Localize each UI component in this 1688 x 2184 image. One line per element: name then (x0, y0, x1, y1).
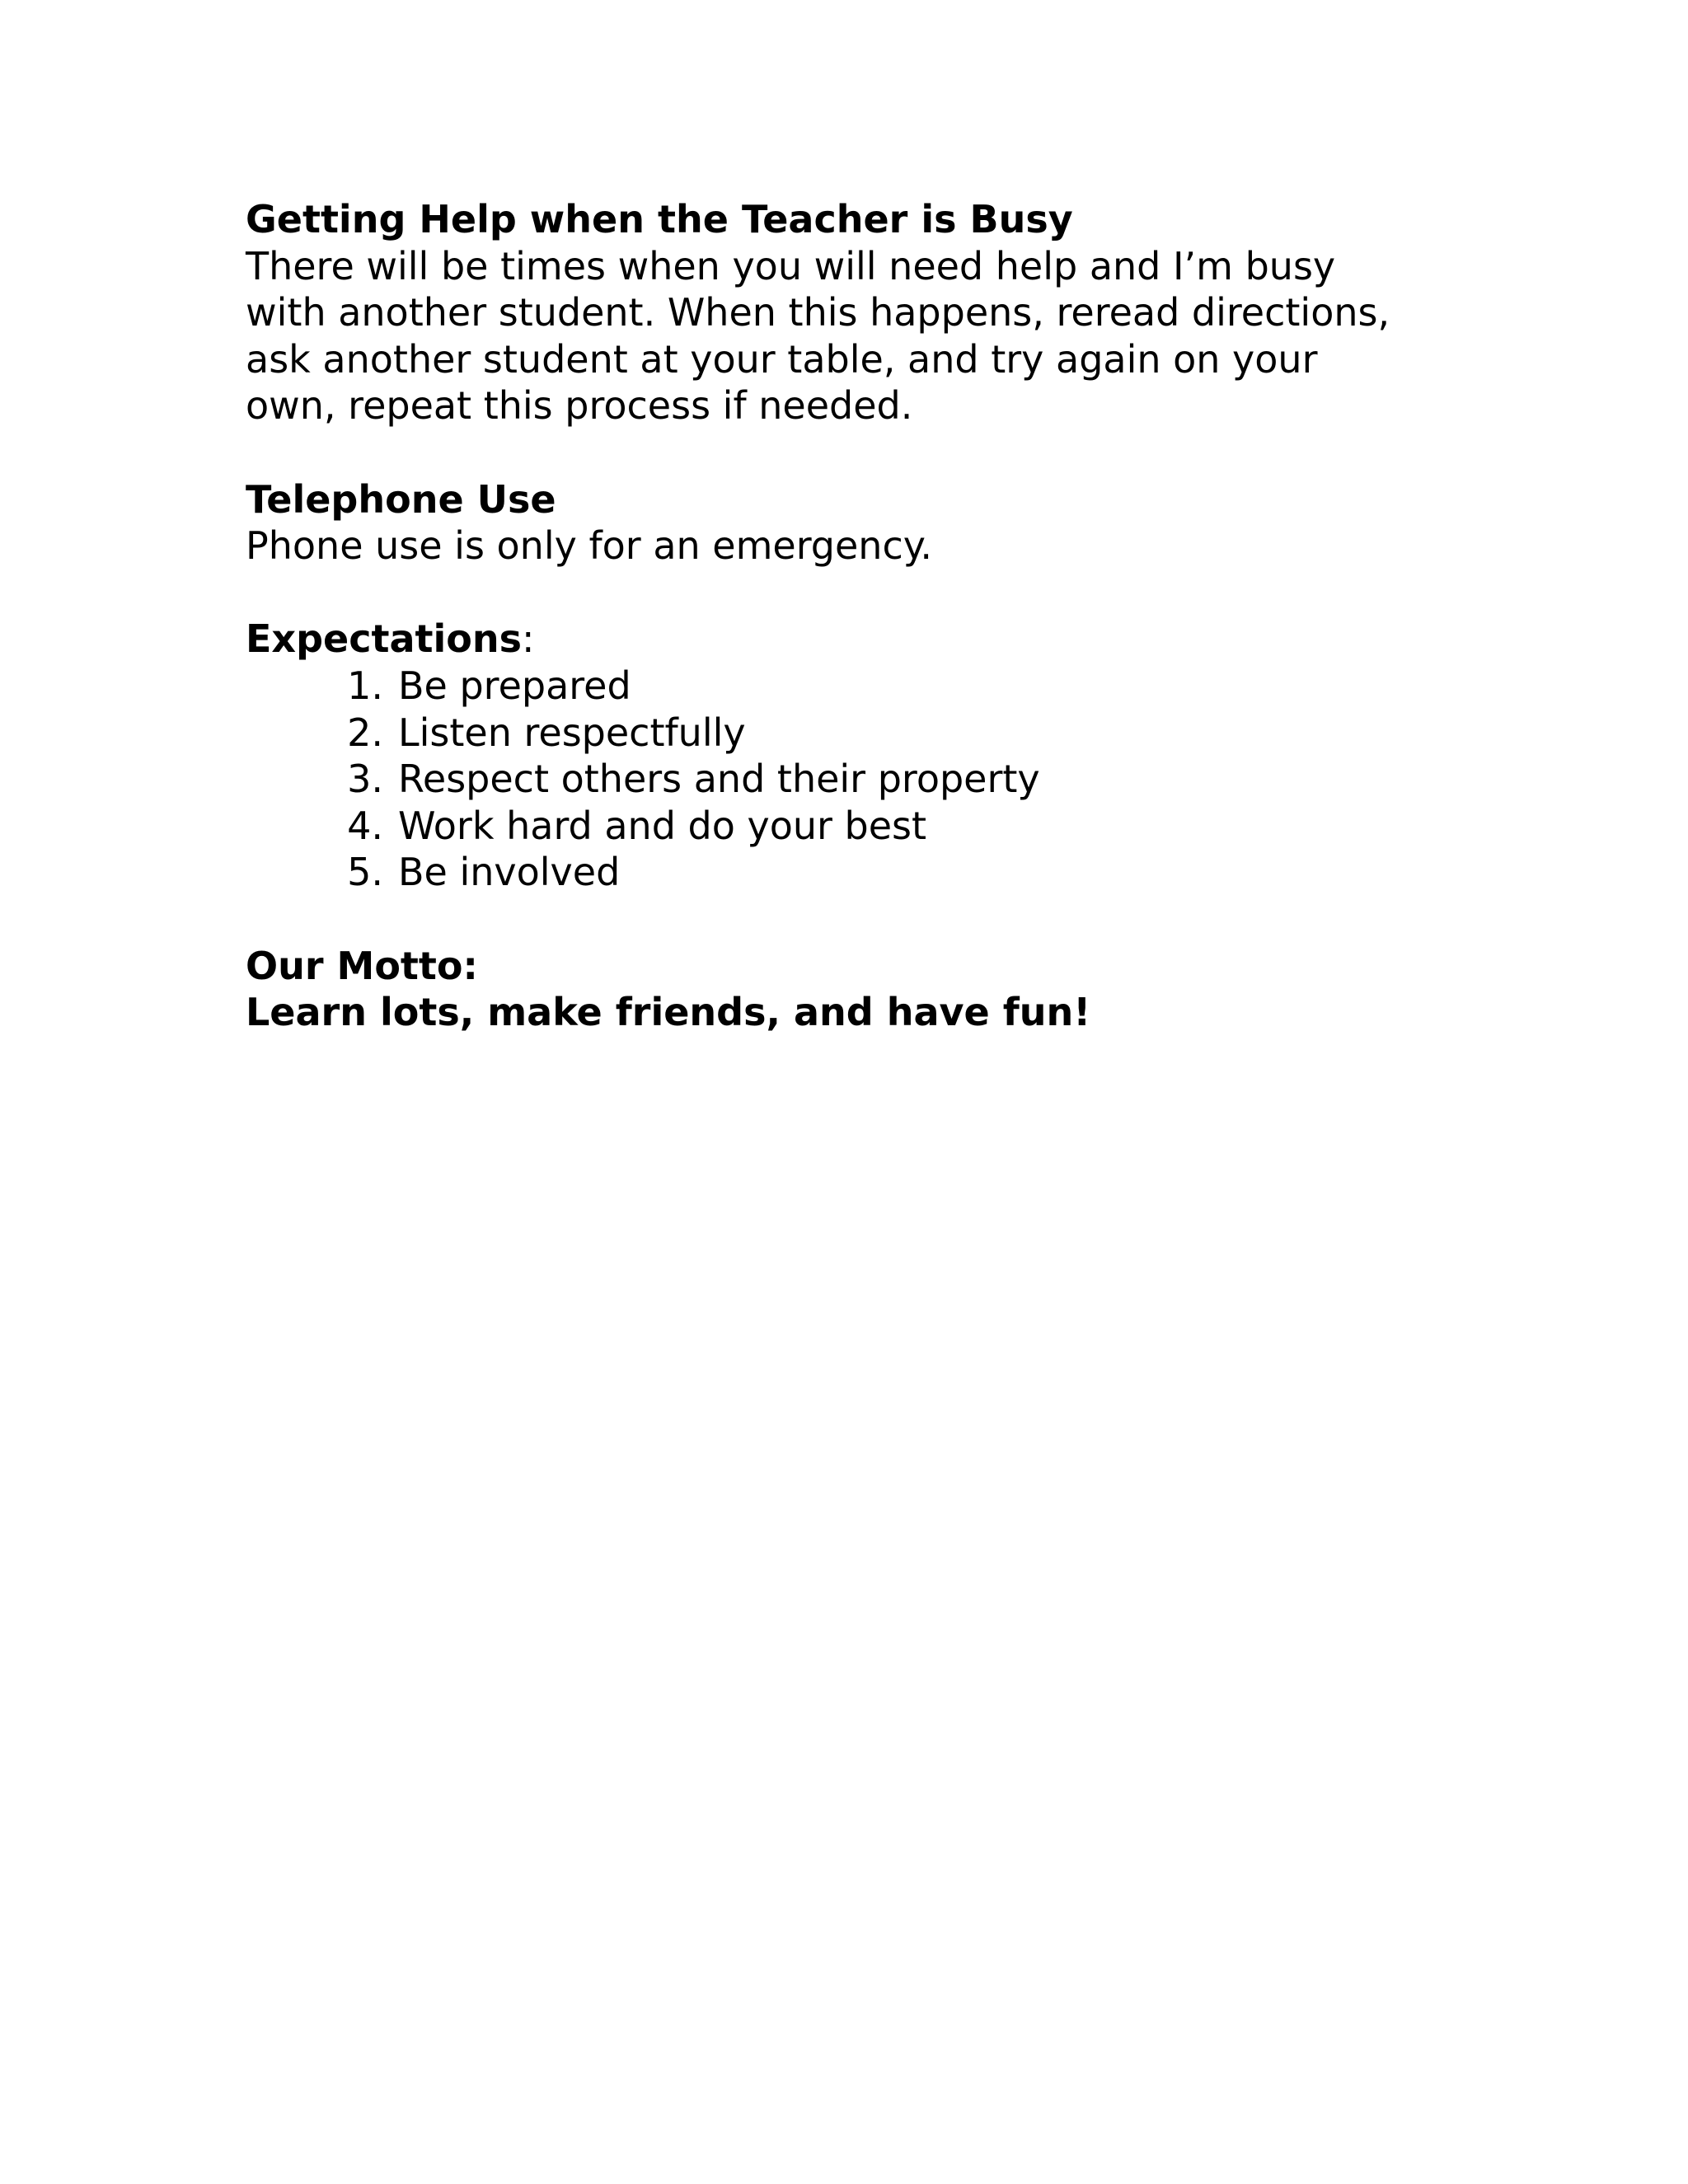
telephone-section-title: Telephone Use (246, 476, 556, 522)
list-item (246, 803, 1482, 850)
list-item (246, 663, 1482, 710)
spacer (246, 896, 1482, 943)
spacer (246, 569, 1482, 616)
list-item (246, 710, 1482, 757)
help-section-title: Getting Help when the Teacher is Busy (246, 197, 1073, 241)
document-page (246, 196, 1482, 1036)
list-item-text: Work hard and do your best (398, 803, 927, 848)
spacer (246, 429, 1482, 476)
list-item (246, 756, 1482, 803)
list-item-text: Be involved (398, 850, 621, 895)
expectations-list (246, 663, 1482, 896)
expectations-title: Expectations (246, 616, 523, 662)
telephone-paragraph: Phone use is only for an emergency. (246, 523, 933, 569)
expectations-colon: : (522, 616, 535, 662)
expectations-heading (246, 616, 1482, 663)
help-paragraph-line: ask another student at your table, and try again on your (246, 336, 1318, 382)
list-item-text: Be prepared (398, 663, 631, 708)
list-item-number: 2. (347, 710, 383, 755)
list-item-number: 1. (347, 663, 383, 708)
list-item-text: Respect others and their property (398, 757, 1040, 802)
help-paragraph-line: own, repeat this process if needed. (246, 383, 913, 429)
motto-text: Learn lots, make friends, and have fun! (246, 990, 1091, 1035)
list-item-number: 4. (347, 803, 383, 848)
motto-title: Our Motto: (246, 943, 478, 988)
list-item-text: Listen respectfully (398, 710, 746, 755)
help-paragraph-line: There will be times when you will need help and I’m busy (246, 243, 1336, 288)
list-item-number: 5. (347, 850, 383, 895)
list-item-number: 3. (347, 757, 383, 802)
list-item (246, 849, 1482, 896)
help-paragraph-line: with another student. When this happens, reread directions, (246, 290, 1390, 335)
